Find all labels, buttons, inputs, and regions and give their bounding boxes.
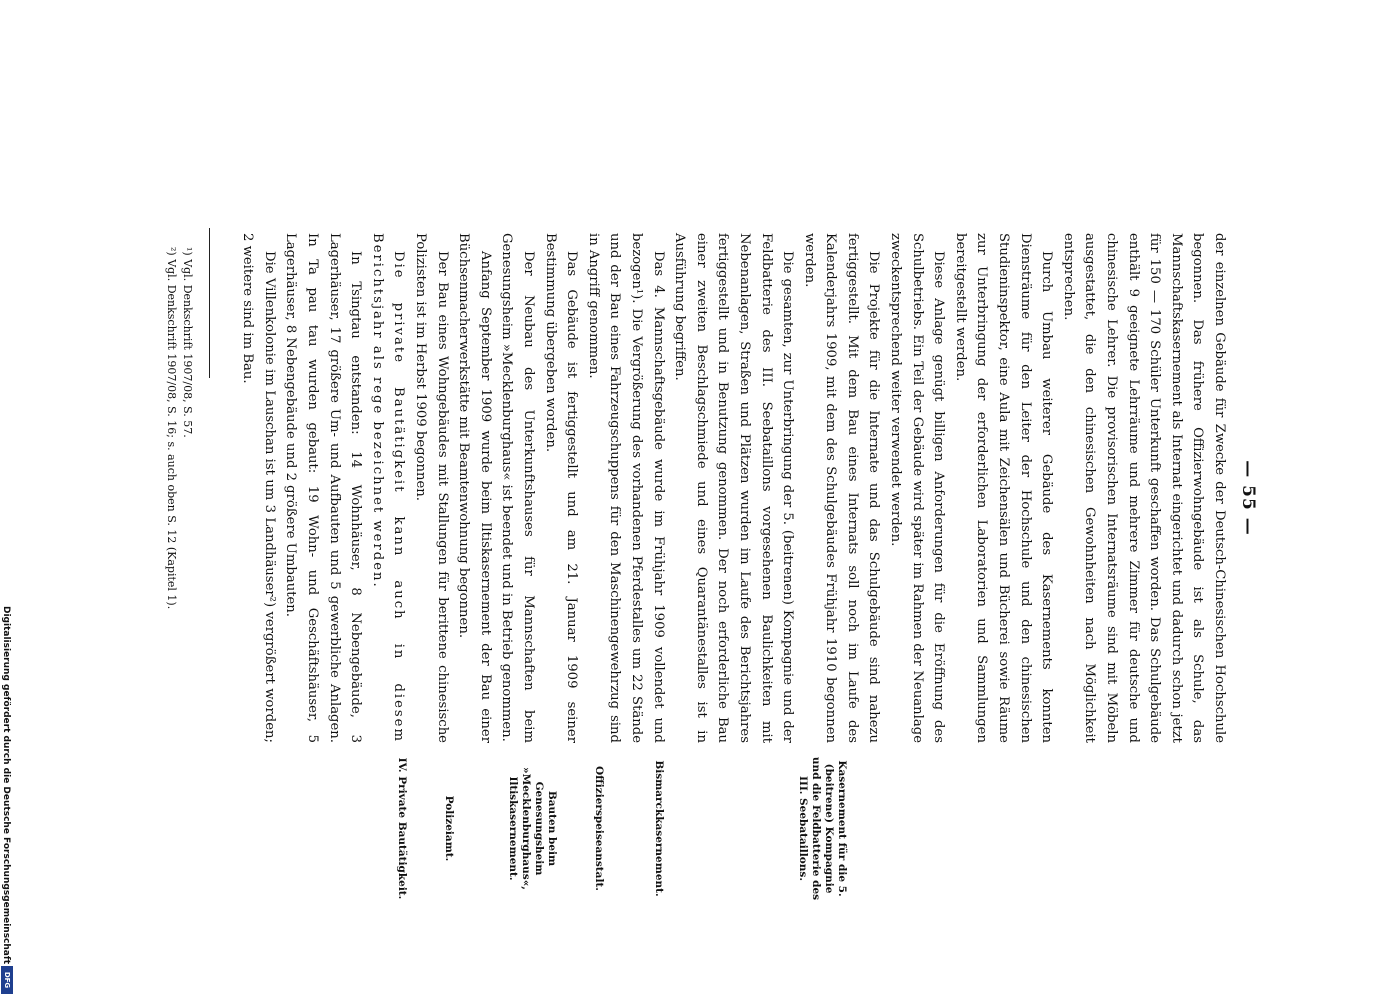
margin-note: Bismarckkasernement.: [653, 760, 665, 897]
paragraph: Durch Umbau weiterer Gebäude des Kasernements konnten Diensträume für den Leiter der Hochschule und den chinesischen Studieninspektor, eine Aula mit Zeichensälen und Bücherei sowie Räume zur Unterbringung der erforderlichen Laboratorien und Sammlungen bereitgestellt werden.: [952, 233, 1055, 743]
dfg-logo-icon: [1, 966, 13, 994]
paragraph: Die Villenkolonie im Lauschan ist um 3 Landhäuser²) vergrößert worden; 2 weitere sind im Bau.: [240, 233, 277, 743]
footnote: ¹) Vgl. Denkschrift 1907/08, S. 57.: [181, 247, 194, 438]
margin-note: Offizierspeiseanstalt.: [593, 766, 605, 891]
page-number: — 55 —: [1238, 460, 1258, 536]
paragraph: Diese Anlage genügt billigen Anforderungen für die Eröffnung des Schulbetriebs. Ein Teil der Gebäude wird später im Rahmen der Neuanlage zweckentsprechend weiter verwendet werden.: [888, 233, 947, 743]
dfg-logo-text: DFG: [3, 971, 11, 989]
paragraph: In Tsingtau entstanden: 14 Wohnhäuser, 8 Nebengebäude, 3 Lagerhäuser, 17 größere Um- und Aufbauten und 5 gewerbliche Anlagen. In Ta pau tau wurden gebaut: 19 Wohn- und Geschäftshäuser, 5 Lagerhäuser, 8 Nebengebäude und 2 größere Umbauten.: [283, 233, 364, 743]
margin-note: IV. Private Bautätigkeit.: [396, 757, 408, 900]
paragraph: der einzelnen Gebäude für Zwecke der Deutsch-Chinesischen Hochschule begonnen. Das frühere Offizierwohngebäude ist als Schule, das Mannschaftskasernement als Internat eingerichtet und dadurch schon jetzt für 150 — 170 Schüler Unterkunft geschaffen worden. Das Schulgebäude enthält 9 geeignete Lehrräume und mehrere Zimmer für deutsche und chinesische Lehrer. Die provisorischen Internatsräume sind mit Möbeln ausgestattet, die den chinesischen Gewohnheiten nach Möglichkeit entsprechen.: [1060, 233, 1227, 743]
paragraph: Der Neubau des Unterkunftshauses für Mannschaften beim Genesungsheim »Mecklenburghaus« ist beendet und in Betrieb genommen.: [499, 233, 536, 743]
margin-note: Bauten beim Genesungsheim »Mecklenburghaus«, Iltiskasernement.: [507, 767, 558, 890]
paragraph: Anfang September 1909 wurde beim Iltiskasernement der Bau einer Büchsenmacherwerkstätte mit Beamtenwohnung begonnen.: [456, 233, 493, 743]
margin-note: Kasernement für die 5. (beitrene) Kompagnie und die Feldbatterie des III. Seebataillons.: [797, 756, 848, 901]
digitization-credit: [0, 606, 12, 1000]
paragraph: Der Bau eines Wohngebäudes mit Stallungen für berittene chinesische Polizisten ist im Herbst 1909 begonnen.: [413, 233, 450, 743]
paragraph: Das 4. Mannschaftsgebäude wurde im Frühjahr 1909 vollendet und bezogen¹). Die Vergrößerung des vorhandenen Pferdestalles um 22 Stände und der Bau eines Fahrzeugschuppens für den Maschinengewehrzug sind in Angriff genommen.: [585, 233, 666, 743]
paragraph: Die gesamten, zur Unterbringung der 5. (beitrenen) Kompagnie und der Feldbatterie des III. Seebataillons vorgesehenen Baulichkeiten mit Nebenanlagen, Straßen und Plätzen wurden im Laufe des Berichtsjahres fertiggestellt und in Benutzung genommen. Der noch erforderliche Bau einer zweiten Beschlagschmiede und eines Quarantänestalles ist in Ausführung begriffen.: [672, 233, 796, 743]
body-text: [237, 233, 1230, 743]
paragraph: Die private Bautätigkeit kann auch in diesem Berichtsjahr als rege bezeichnet werden.: [369, 233, 407, 743]
margin-note: Polizeiamt.: [443, 795, 455, 862]
footnotes: [163, 233, 195, 653]
digitization-credit-text: Digitalisierung gefördert durch die Deutsche Forschungsgemeinschaft: [1, 606, 11, 965]
footnote: ²) Vgl. Denkschrift 1907/08, S. 16; s. auch oben S. 12 (Kapitel 1).: [165, 247, 178, 610]
footnote-divider: [209, 228, 210, 378]
paragraph: Die Projekte für die Internate und das Schulgebäude sind nahezu fertiggestellt. Mit dem Bau eines Internats soll noch im Laufe des Kalenderjahrs 1909, mit dem des Schulgebäudes Frühjahr 1910 begonnen werden.: [801, 233, 882, 743]
document-page: [30, 8, 1270, 988]
paragraph: Das Gebäude ist fertiggestellt und am 21. Januar 1909 seiner Bestimmung übergeben worden.: [542, 233, 580, 743]
